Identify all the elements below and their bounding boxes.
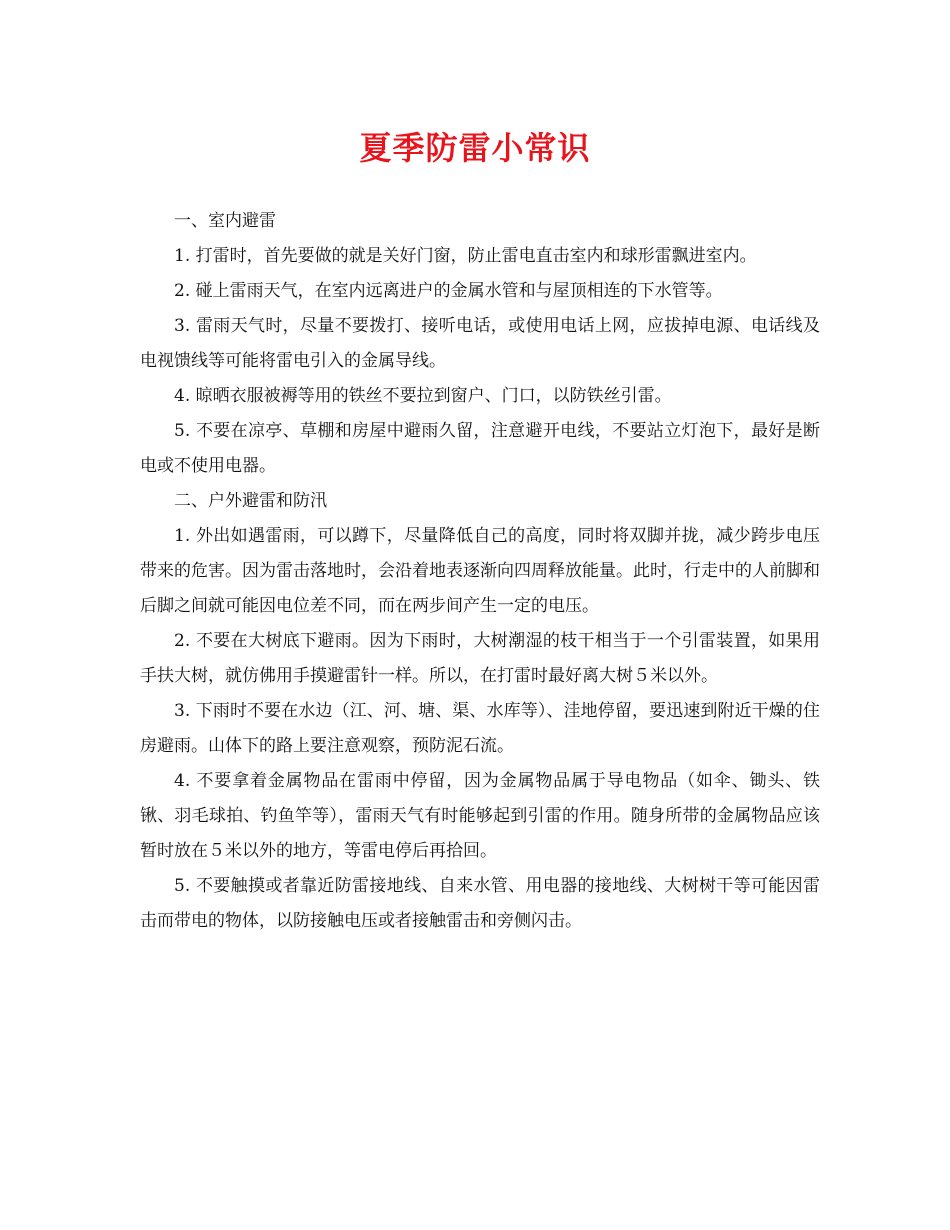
indoor-item-1: 1. 打雷时，首先要做的就是关好门窗，防止雷电直击室内和球形雷飘进室内。 [174, 246, 757, 266]
outdoor-item-1: 1. 外出如遇雷雨，可以蹲下，尽量降低自己的高度，同时将双脚并拢，减少跨步电压带来的危害。因为雷击落地时，会沿着地表逐渐向四周释放能量。此时，行走中的人前脚和后脚之间就可能因电位差不同，而在两步间产生一定的电压。 [140, 526, 820, 616]
indoor-item-5: 5. 不要在凉亭、草棚和房屋中避雨久留，注意避开电线，不要站立灯泡下，最好是断电或不使用电器。 [140, 421, 820, 476]
outdoor-item-2: 2. 不要在大树底下避雨。因为下雨时，大树潮湿的枝干相当于一个引雷装置，如果用手扶大树，就仿佛用手摸避雷针一样。所以，在打雷时最好离大树５米以外。 [140, 631, 820, 686]
document-title: 夏季防雷小常识 [359, 129, 591, 167]
outdoor-item-4: 4. 不要拿着金属物品在雷雨中停留，因为金属物品属于导电物品（如伞、锄头、铁锹、羽毛球拍、钓鱼竿等），雷雨天气有时能够起到引雷的作用。随身所带的金属物品应该暂时放在５米以外的地方，等雷电停后再拾回。 [140, 771, 820, 861]
outdoor-item-3: 3. 下雨时不要在水边（江、河、塘、渠、水库等）、洼地停留，要迅速到附近干燥的住房避雨。山体下的路上要注意观察，预防泥石流。 [140, 701, 820, 756]
indoor-item-2: 2. 碰上雷雨天气，在室内远离进户的金属水管和与屋顶相连的下水管等。 [174, 281, 723, 301]
indoor-item-3: 3. 雷雨天气时，尽量不要拨打、接听电话，或使用电话上网，应拔掉电源、电话线及电视馈线等可能将雷电引入的金属导线。 [140, 316, 820, 371]
section-heading-outdoor: 二、户外避雷和防汛 [174, 491, 327, 511]
document-body [140, 204, 820, 939]
section-heading-indoor: 一、室内避雷 [174, 211, 276, 231]
outdoor-item-5: 5. 不要触摸或者靠近防雷接地线、自来水管、用电器的接地线、大树树干等可能因雷击而带电的物体，以防接触电压或者接触雷击和旁侧闪击。 [140, 876, 820, 931]
indoor-item-4: 4. 晾晒衣服被褥等用的铁丝不要拉到窗户、门口，以防铁丝引雷。 [174, 386, 672, 406]
